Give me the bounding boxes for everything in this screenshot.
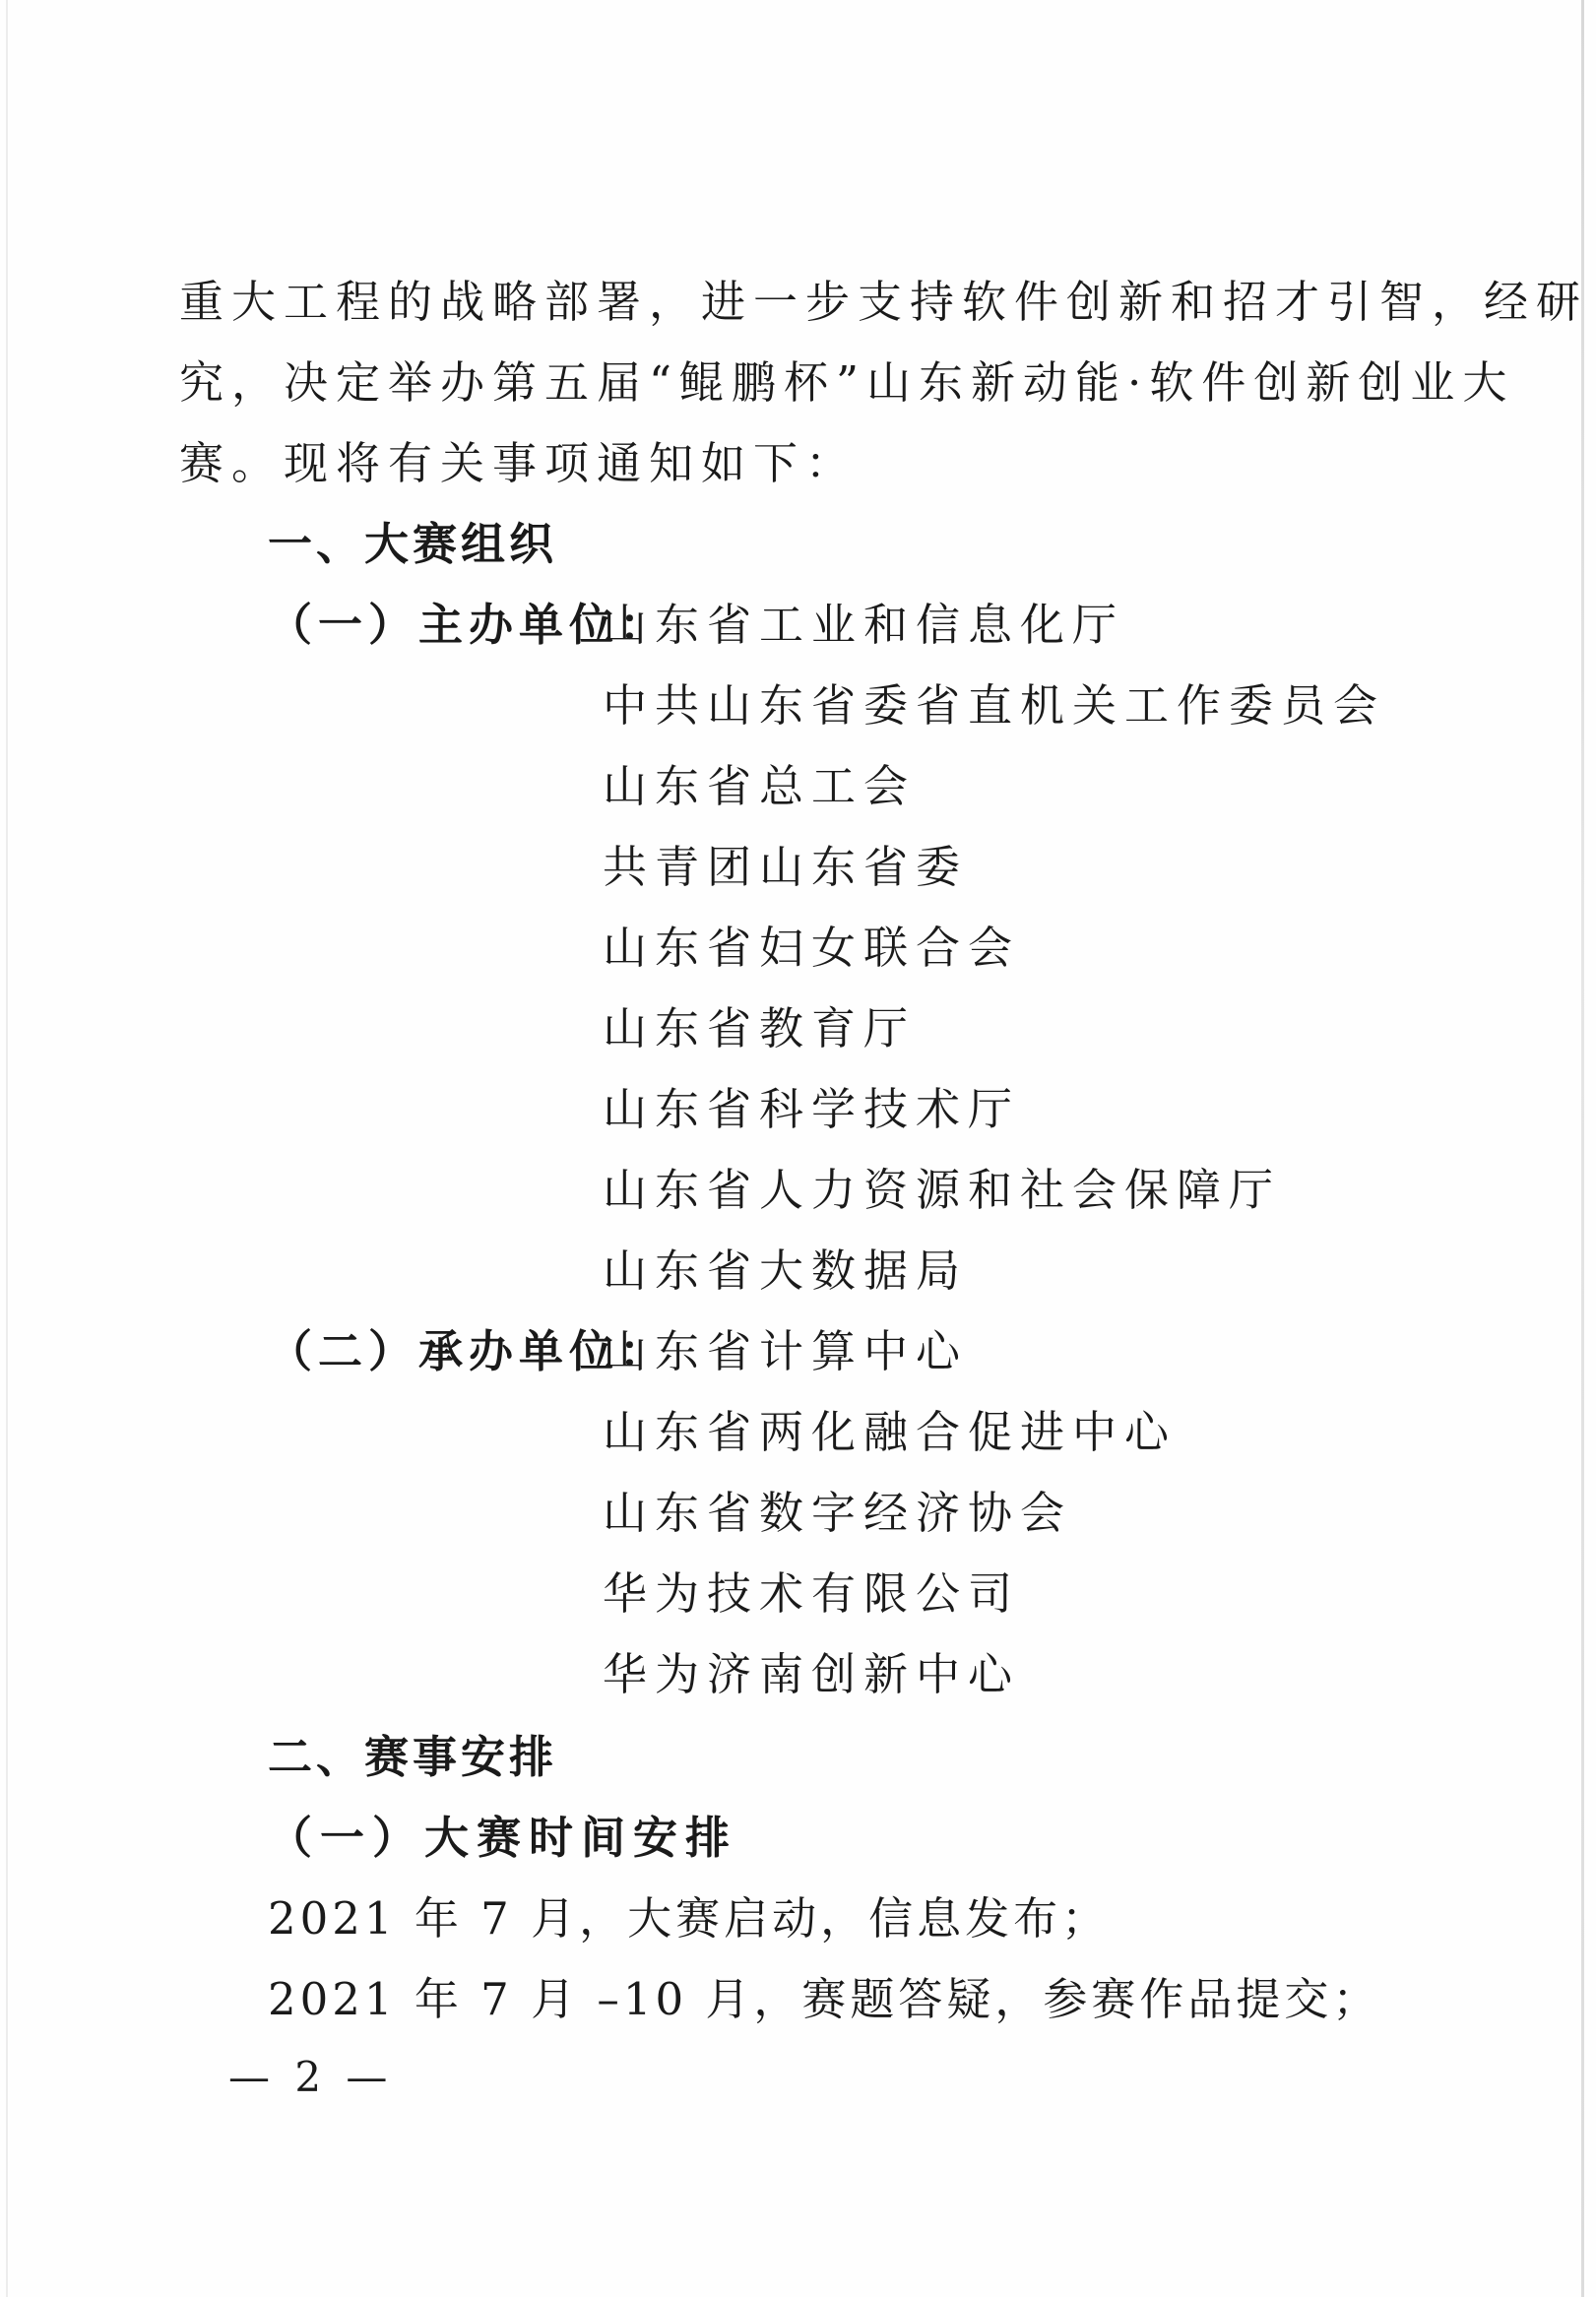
scan-edge-right — [1581, 0, 1584, 2297]
host-item: 山东省数字经济协会 — [603, 1487, 1073, 1539]
page-number: — 2 — — [228, 2053, 394, 2101]
host-item: 山东省两化融合促进中心 — [603, 1406, 1178, 1458]
organizers-label: （一）主办单位： — [268, 599, 670, 651]
subheading-timeline: （一）大赛时间安排 — [268, 1812, 738, 1864]
host-item: 华为技术有限公司 — [603, 1567, 1021, 1620]
organizer-item: 中共山东省委省直机关工作委员会 — [603, 679, 1386, 732]
organizer-item: 山东省科学技术厅 — [603, 1083, 1021, 1135]
organizer-item: 共青团山东省委 — [603, 841, 969, 893]
organizer-item: 山东省妇女联合会 — [603, 922, 1021, 974]
organizer-item: 山东省总工会 — [603, 760, 917, 812]
hosts-label: （二）承办单位： — [268, 1325, 670, 1377]
organizer-item: 山东省大数据局 — [603, 1244, 969, 1297]
organizer-item: 山东省工业和信息化厅 — [603, 599, 1125, 651]
schedule-item: 2021 年 7 月，大赛启动，信息发布； — [268, 1892, 1111, 1945]
paragraph-line-3: 赛。现将有关事项通知如下： — [179, 437, 859, 489]
paragraph-line-2: 究，决定举办第五届“鲲鹏杯”山东新动能·软件创新创业大 — [179, 356, 1515, 409]
paragraph-line-1: 重大工程的战略部署，进一步支持软件创新和招才引智，经研 — [179, 276, 1589, 328]
section-heading-schedule: 二、赛事安排 — [268, 1731, 558, 1783]
section-heading-organization: 一、大赛组织 — [268, 518, 558, 570]
organizer-item: 山东省教育厅 — [603, 1002, 917, 1054]
host-item: 山东省计算中心 — [603, 1325, 969, 1377]
host-item: 华为济南创新中心 — [603, 1648, 1021, 1700]
organizer-item: 山东省人力资源和社会保障厅 — [603, 1164, 1282, 1216]
scan-edge-left — [6, 0, 8, 2297]
schedule-item: 2021 年 7 月 –10 月，赛题答疑，参赛作品提交； — [268, 1973, 1381, 2025]
